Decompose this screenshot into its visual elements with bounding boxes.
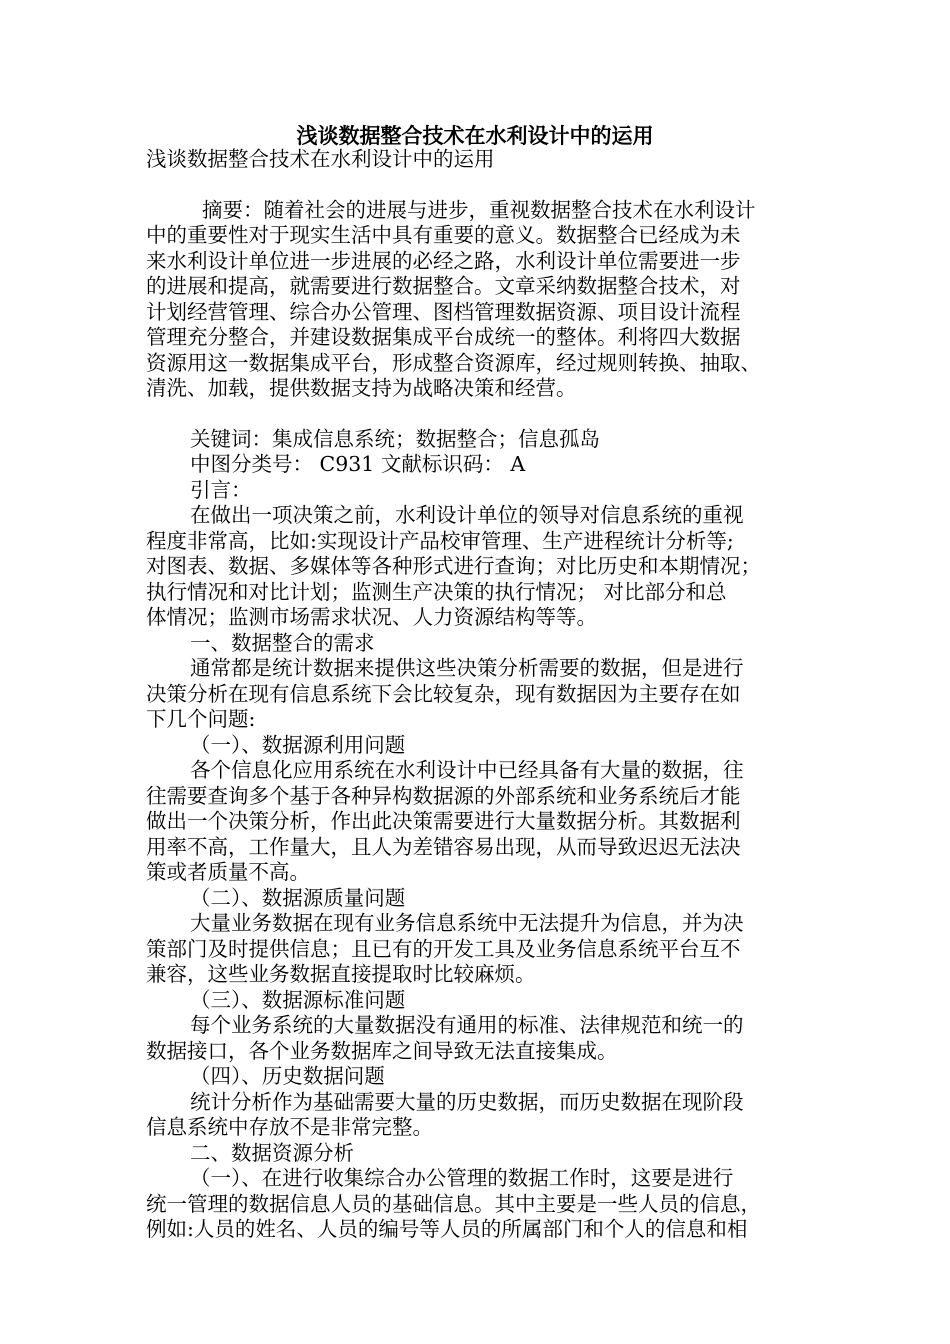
- abstract-block: [146, 198, 816, 402]
- subsection-heading: （三）、数据源标准问题: [190, 987, 406, 1012]
- spacer: [146, 402, 816, 427]
- paragraph-line: （一）、在进行收集综合办公管理的数据工作时，这要是进行: [190, 1166, 734, 1190]
- paragraph-line: 各个信息化应用系统在水利设计中已经具备有大量的数据，往: [190, 758, 744, 782]
- document-subtitle: 浅谈数据整合技术在水利设计中的运用: [146, 147, 495, 171]
- abstract-line: 资源用这一数据集成平台，形成整合资源库，经过规则转换、抽取、: [146, 350, 761, 375]
- section-heading: 二、数据资源分析: [190, 1140, 354, 1165]
- subsection-heading: （二）、数据源质量问题: [190, 885, 406, 910]
- paragraph-line: 做出一个决策分析，作出此决策需要进行大量数据分析。其数据利: [146, 809, 741, 833]
- paragraph-line: 每个业务系统的大量数据没有通用的标准、法律规范和统一的: [190, 1013, 744, 1037]
- sub4-paragraph: [146, 1090, 816, 1141]
- paragraph-line: 下几个问题:: [146, 707, 256, 731]
- abstract-line: 来水利设计单位进一步进展的必经之路，水利设计单位需要进一步: [146, 248, 741, 273]
- paragraph-line: 数据接口，各个业务数据库之间导致无法直接集成。: [146, 1038, 618, 1063]
- intro-line: 体情况；监测市场需求状况、人力资源结构等等。: [146, 605, 597, 629]
- abstract-line: 摘要：随着社会的进展与进步，重视数据整合技术在水利设计: [202, 197, 756, 222]
- section1-paragraph: [146, 656, 816, 733]
- paragraph-line: 决策分析在现有信息系统下会比较复杂，现有数据因为主要存在如: [146, 681, 741, 706]
- abstract-line: 的进展和提高，就需要进行数据整合。文章采纳数据整合技术，对: [146, 274, 741, 298]
- paragraph-line: 用率不高，工作量大，且人为差错容易出现，从而导致迟迟无法决: [146, 834, 741, 859]
- paragraph-line: 策部门及时提供信息；且已有的开发工具及业务信息系统平台互不: [146, 936, 741, 961]
- classification-line: 中图分类号： C931 文献标识码： A: [190, 452, 526, 476]
- paragraph-line: 统一管理的数据信息人员的基础信息。其中主要是一些人员的信息，: [146, 1191, 761, 1216]
- abstract-line: 中的重要性对于现实生活中具有重要的意义。数据整合已经成为未: [146, 223, 741, 247]
- abstract-line: 管理充分整合，并建设数据集成平台成统一的整体。利将四大数据: [146, 325, 741, 349]
- abstract-line: 清洗、加载，提供数据支持为战略决策和经营。: [146, 376, 577, 400]
- intro-label: 引言：: [190, 477, 252, 502]
- paragraph-line: 大量业务数据在现有业务信息系统中无法提升为信息，并为决: [190, 911, 744, 935]
- paragraph-line: 策或者质量不高。: [146, 860, 310, 884]
- section-heading: 一、数据整合的需求: [190, 630, 375, 655]
- sub3-paragraph: [146, 1013, 816, 1064]
- spacer: [146, 173, 816, 198]
- paragraph-line: 通常都是统计数据来提供这些决策分析需要的数据，但是进行: [190, 656, 744, 680]
- intro-line: 执行情况和对比计划；监测生产决策的执行情况； 对比部分和总: [146, 579, 727, 604]
- paragraph-line: 统计分析作为基础需要大量的历史数据，而历史数据在现阶段: [190, 1089, 744, 1114]
- paragraph-line: 信息系统中存放不是非常完整。: [146, 1115, 433, 1139]
- subsection-heading: （四）、历史数据问题: [190, 1064, 385, 1088]
- document-body: [146, 147, 816, 1243]
- section2-paragraph: [146, 1166, 816, 1243]
- sub2-paragraph: [146, 911, 816, 988]
- intro-line: 对图表、数据、多媒体等各种形式进行查询；对比历史和本期情况；: [146, 554, 761, 578]
- paragraph-line: 兼容，这些业务数据直接提取时比较麻烦。: [146, 962, 536, 986]
- intro-line: 程度非常高，比如:实现设计产品校审管理、生产进程统计分析等;: [146, 528, 734, 553]
- keywords-line: 关键词：集成信息系统；数据整合；信息孤岛: [190, 426, 600, 451]
- paragraph-line: 往需要查询多个基于各种异构数据源的外部系统和业务系统后才能: [146, 783, 741, 808]
- subsection-heading: （一）、数据源利用问题: [190, 732, 406, 757]
- document-title: 浅谈数据整合技术在水利设计中的运用: [296, 123, 654, 148]
- intro-line: 在做出一项决策之前，水利设计单位的领导对信息系统的重视: [190, 503, 744, 527]
- intro-paragraph: [146, 503, 816, 631]
- abstract-line: 计划经营管理、综合办公管理、图档管理数据资源、项目设计流程: [146, 299, 741, 324]
- sub1-paragraph: [146, 758, 816, 886]
- paragraph-line: 例如:人员的姓名、人员的编号等人员的所属部门和个人的信息和相: [146, 1217, 748, 1241]
